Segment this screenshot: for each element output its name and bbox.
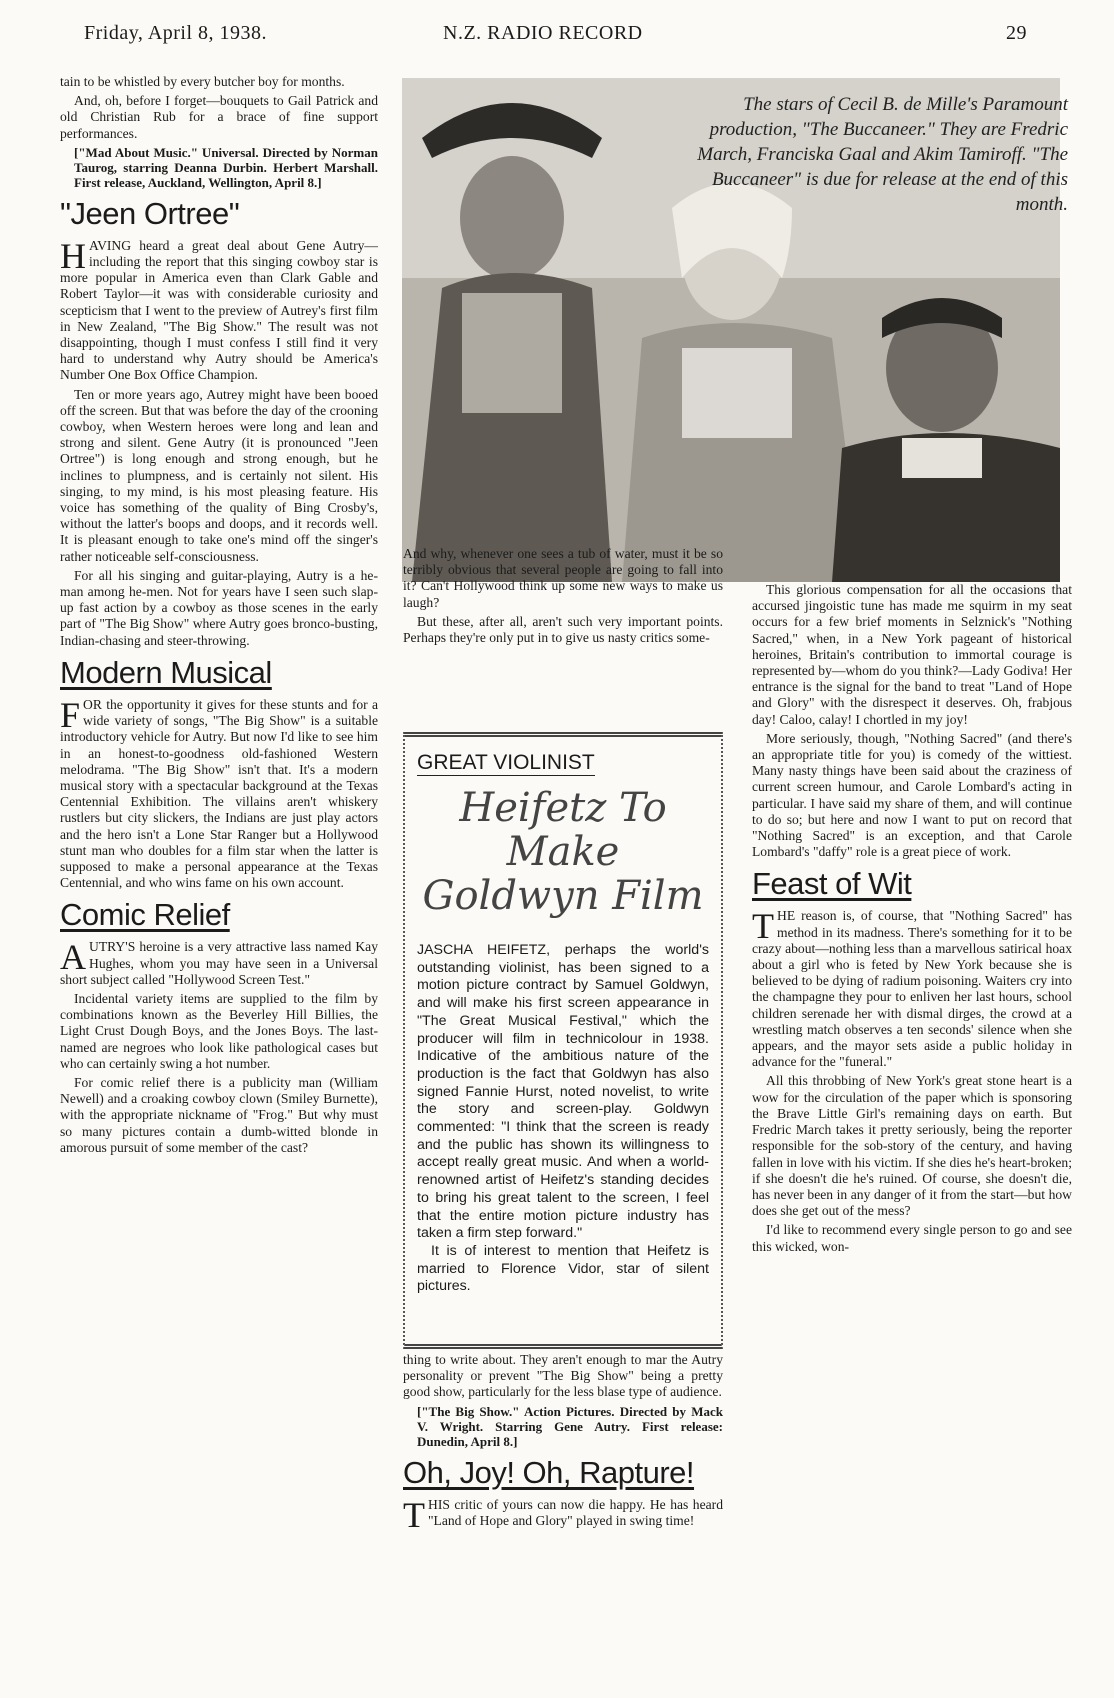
column-2-bottom [403,1352,723,1535]
feature-title [417,786,709,918]
paragraph: Incidental variety items are supplied to the film by combinations known as the Beverley Hill Billies, the Light Crust Dough Boys, and the Jones Boys. The last-named are negroes who look like pathological cases but who can certainly swing a hot number. [60,990,378,1071]
paragraph: And, oh, before I forget—bouquets to Gail Patrick and old Christian Rub for a brace of fine support performances. [60,93,378,141]
page-number: 29 [1006,22,1027,44]
drop-cap: T [752,906,774,947]
paragraph: THIS critic of yours can now die happy. He has heard "Land of Hope and Glory" played in swing time! [403,1494,723,1535]
paragraph: All this throbbing of New York's great stone heart is a wow for the circulation of the paper which is sponsoring the Brave Little Girl's remaining days on earth. But Fredric March takes it pretty seriously, being the reporter responsible for the sob-story of the century, and having fallen in love with his victim. If she dies he's heart-broken; if she doesn't die he's ruined. Of course, she doesn't die, has never been in any danger of it from the start—but how does she get out of the mess? [752,1073,1072,1219]
paragraph: I'd like to recommend every single person to go and see this wicked, won- [752,1222,1072,1254]
page-date: Friday, April 8, 1938. [84,22,268,44]
column-2-top [403,546,723,649]
column-1 [60,74,378,1159]
paragraph: For comic relief there is a publicity man (William Newell) and a croaking cowboy clown (Smiley Burnette), with the appropriate nickname of "Frog." But why must so many pictures contain a dumb-witted blonde in amorous pursuit of some member of the cast? [60,1074,378,1155]
drop-cap: A [60,937,86,978]
section-heading: "Jeen Ortree" [60,195,240,231]
film-credit: ["The Big Show." Action Pictures. Directed by Mack V. Wright. Starring Gene Autry. First release: Dunedin, April 8.] [417,1403,723,1449]
paragraph: For all his singing and guitar-playing, Autry is a he-man among he-men. Not for years have I seen such slap-up fast action by a cowboy as those scenes in the early part of "The Big Show" where Autry goes bronco-busting, Indian-chasing and steer-throwing. [60,567,378,648]
masthead: N.Z. RADIO RECORD [443,22,643,44]
feature-title-line2: Goldwyn Film [422,873,704,919]
column-3 [752,582,1072,1258]
section-heading: Modern Musical [60,654,272,690]
paragraph: But these, after all, aren't such very important points. Perhaps they're only put in to give us nasty critics some- [403,613,723,646]
feature-kicker: GREAT VIOLINIST [417,751,595,774]
paragraph: FOR the opportunity it gives for these stunts and for a wide variety of songs, "The Big Show" is a suitable introductory vehicle for Autry. But now I'd like to see him in an honest-to-goodness old-fashioned Western melodrama. "The Big Show" isn't that. It's a modern musical story with a spectacular background at the Texas Centennial Exhibition. The villains aren't whiskery rustlers but city slickers, the Indians are just play actors and the hero isn't a Lone Star Ranger but a Hollywood stunt man who doubles for a film star when the latter is supposed to make a personal appearance at the Texas Centennial, and who wins fame on his own account. [60,694,378,891]
photo-caption: The stars of Cecil B. de Mille's Paramount production, "The Buccaneer." They are Fredric March, Franciska Gaal and Akim Tamiroff. "The Buccaneer" is due for release at the end of this month. [697,94,1068,215]
drop-cap: T [403,1494,425,1535]
paragraph: And why, whenever one sees a tub of water, must it be so terribly obvious that several people are going to fall into it? Can't Hollywood think up some new ways to make us laugh? [403,546,723,610]
paragraph: This glorious compensation for all the occasions that accursed jingoistic tune has made me squirm in my seat occurs for a few brief moments in Selznick's "Nothing Sacred," when, in a New York pageant of historical heroines, Britain's contribution to immortal courage is represented by—whom do you think?—Lady Godiva! Her entrance is the signal for the band to treat "Land of Hope and Glory" with the disrespect it deserves. Oh, frabjous day! Caloo, calay! I chortled in my joy! [752,582,1072,727]
paragraph: More seriously, though, "Nothing Sacred" (and there's an appropriate title for you) is comedy of the wittiest. Many nasty things have been said about the craziness of current screen humour, and Carole Lombard's acting in particular. I have said my share of them, and will continue to do so; but here and now I want to put on record that "Nothing Sacred" is an exception, and that Carole Lombard's "daffy" role is a great piece of work. [752,730,1072,860]
section-heading: Feast of Wit [752,866,912,902]
feature-body [417,942,709,1296]
paragraph: HAVING heard a great deal about Gene Autry—including the report that this singing cowboy star is more popular in America even than Clark Gable and Robert Taylor—it was with considerable curiosity and scepticism that I went to the preview of Autrey's first film in New Zealand, "The Big Show." The result was not disappointing, though I must confess I still find it very hard to understand why Autry should be America's Number One Box Office Champion. [60,235,378,383]
drop-cap: F [60,694,81,735]
paragraph: JASCHA HEIFETZ, perhaps the world's outstanding violinist, has been signed to a motion picture contract by Samuel Goldwyn, and will make his first screen appearance in "The Great Musical Festival," which the producer will film in technicolour in 1938. Indicative of the ambitious nature of the production is the fact that Goldwyn has also signed Fannie Hurst, noted novelist, to write the story and screen-play. Goldwyn commented: "I think that the screen is ready and the public has shown its willingness to accept really great music. And when a world-renowned artist of Heifetz's standing decides to bring his great talent to the screen, I feel that the entire motion picture industry has taken a firm step forward." [417,942,709,1242]
paragraph: AUTRY'S heroine is a very attractive lass named Kay Hughes, whom you may have seen in a Universal short subject called "Hollywood Screen Test." [60,937,378,987]
paragraph: tain to be whistled by every butcher boy for months. [60,74,345,89]
section-heading: Comic Relief [60,897,230,933]
section-heading: Oh, Joy! Oh, Rapture! [403,1454,695,1490]
paragraph: Ten or more years ago, Autrey might have been booed off the screen. But that was before the day of the crooning cowboy, when Western heroes were long and lean and strong and silent. Gene Autry (it is pronounced "Jeen Ortree") is long enough and strong enough, but he inclines to plumpness, and is certainly not silent. His singing, to my mind, is his most pleasing feature. His voice has something of the quality of Bing Crosby's, without the latter's boops and doops, and it records well. It is pleasant enough to take one's mind off the singer's rather noticeable self-consciousness. [60,386,378,564]
paragraph: THE reason is, of course, that "Nothing Sacred" has method in its madness. There's something for it to be crazy about—nothing less than a marvellous satirical hoax about a girl who is feted by New York because she is believed to be dying of radium poisoning. Waiters cry into the champagne they pour to enliven her last hours, school children serenade her with dismal dirges, the crowd at a wrestling match observes a ten seconds' silence when she appears, and the mayor sets aside a public holiday in advance for the "funeral." [752,906,1072,1070]
film-credit: ["Mad About Music." Universal. Directed by Norman Taurog, starring Deanna Durbin. Herbert Marshall. First release, Auckland, Wellington, April 8.] [74,144,378,190]
paragraph: thing to write about. They aren't enough to mar the Autry personality or prevent "The Big Show" being a pretty good show, particularly for the less blase type of audience. [403,1352,723,1400]
heifetz-feature-box [403,732,723,1349]
paragraph: It is of interest to mention that Heifetz is married to Florence Vidor, star of silent pictures. [417,1242,709,1295]
feature-title-line1: Heifetz To Make [459,785,667,875]
drop-cap: H [60,235,86,276]
